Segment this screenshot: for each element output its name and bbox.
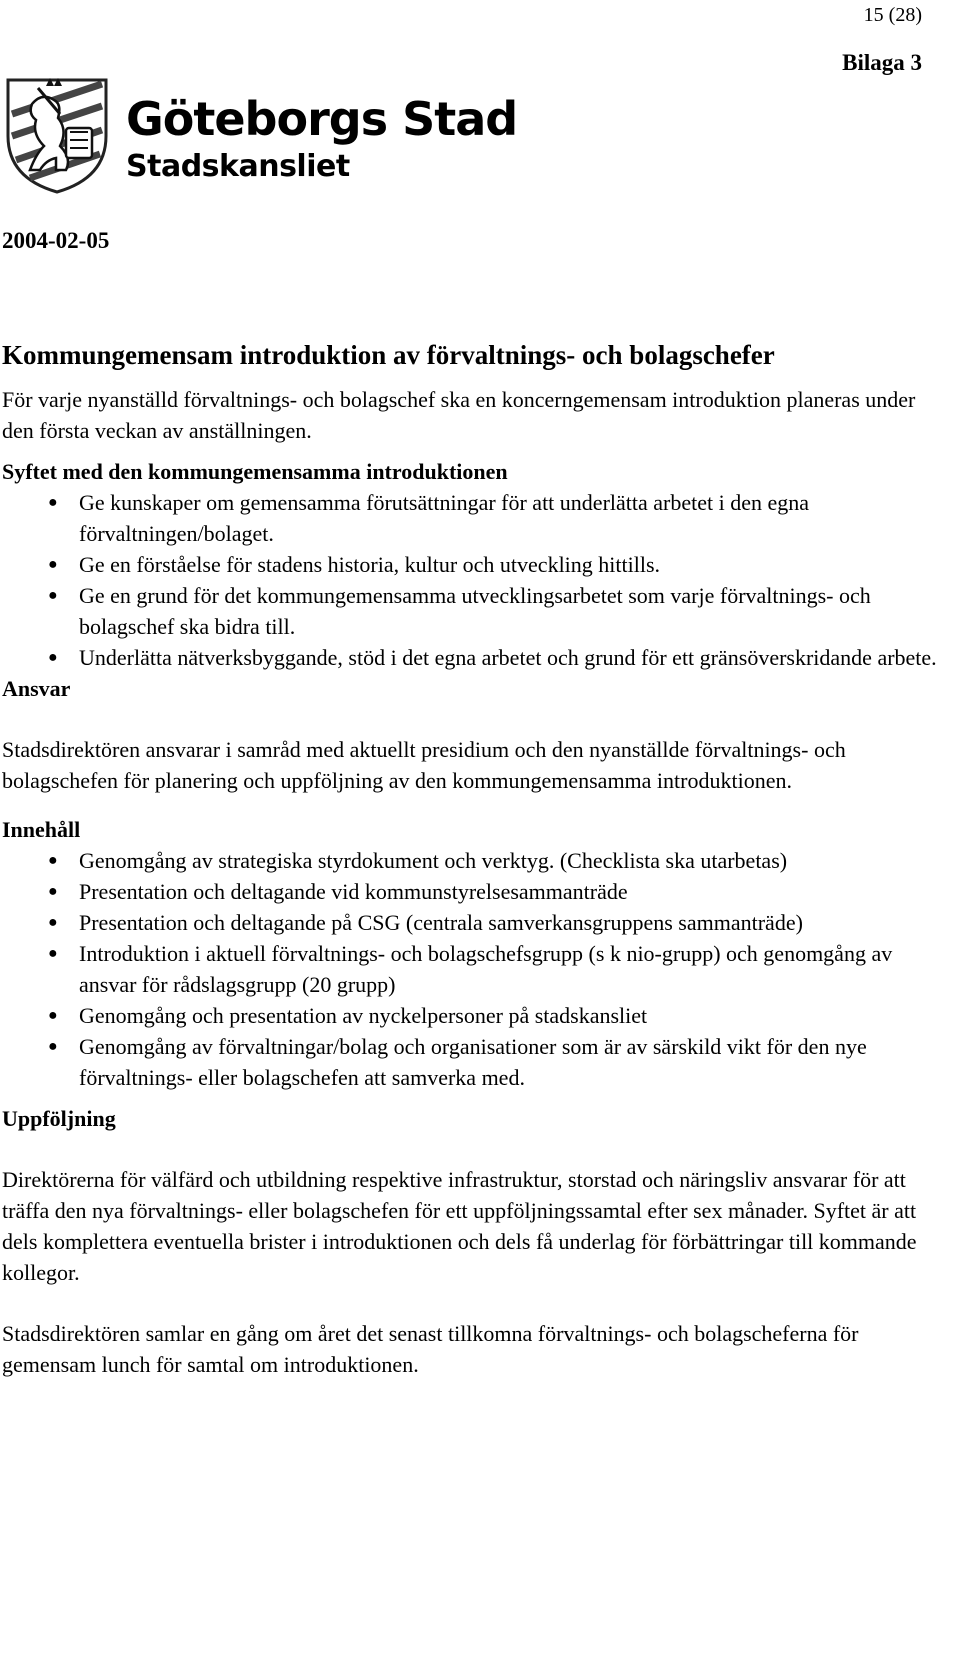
bullet-icon: ●: [48, 587, 58, 604]
list-item: ● Genomgång och presentation av nyckelpersoner på stadskansliet: [2, 1000, 942, 1031]
followup-closing-paragraph: Stadsdirektören samlar en gång om året det senast tillkomna förvaltnings- och bolagscheferna för gemensam lunch för samtal om introduktionen.: [2, 1321, 859, 1377]
followup-heading: Uppföljning: [2, 1106, 116, 1131]
logo: [2, 74, 518, 194]
list-item: ● Underlätta nätverksbyggande, stöd i det egna arbetet och grund för ett gränsöverskridande arbete.: [2, 642, 942, 673]
bullet-icon: ●: [48, 914, 58, 931]
content-list: [2, 845, 942, 1093]
list-item: ● Ge en grund för det kommungemensamma utvecklingsarbetet som varje förvaltnings- och bolagschef ska bidra till.: [2, 580, 942, 642]
department-name: Stadskansliet: [126, 149, 350, 184]
list-item: ● Genomgång av strategiska styrdokument och verktyg. (Checklista ska utarbetas): [2, 845, 942, 876]
bullet-icon: ●: [48, 883, 58, 900]
city-crest-icon: [2, 74, 112, 194]
responsibility-heading: Ansvar: [2, 676, 71, 701]
purpose-heading: Syftet med den kommungemensamma introduktionen: [2, 459, 508, 484]
bullet-icon: ●: [48, 1007, 58, 1024]
list-item: ● Ge kunskaper om gemensamma förutsättningar för att underlätta arbetet i den egna förvaltningen/bolaget.: [2, 487, 942, 549]
bullet-icon: ●: [48, 649, 58, 666]
bullet-icon: ●: [48, 494, 58, 511]
bullet-icon: ●: [48, 1038, 58, 1055]
org-name: Göteborgs Stad: [126, 92, 518, 146]
list-item: ● Presentation och deltagande på CSG (centrala samverkansgruppens sammanträde): [2, 907, 942, 938]
list-item: ● Introduktion i aktuell förvaltnings- och bolagschefsgrupp (s k nio-grupp) och genomgång av ansvar för rådslagsgrupp (20 grupp): [2, 938, 942, 1000]
page-number: 15 (28): [863, 4, 922, 26]
attachment-label: Bilaga 3: [842, 50, 922, 75]
bullet-icon: ●: [48, 852, 58, 869]
list-item: ● Ge en förståelse för stadens historia, kultur och utveckling hittills.: [2, 549, 942, 580]
page-title: Kommungemensam introduktion av förvaltnings- och bolagschefer: [2, 340, 775, 370]
list-item: ● Presentation och deltagande vid kommunstyrelsesammanträde: [2, 876, 942, 907]
bullet-icon: ●: [48, 945, 58, 962]
followup-paragraph: Direktörerna för välfärd och utbildning respektive infrastruktur, storstad och näringsliv ansvarar för att träffa den nya förvaltnings- eller bolagschefen för ett uppföljningssamtal efter sex månader. Syftet är att dels komplettera eventuella brister i introduktionen och dels få underlag för förbättringar till kommande kollegor.: [2, 1167, 917, 1285]
document-date: 2004-02-05: [2, 228, 110, 253]
purpose-list: [2, 487, 942, 673]
responsibility-paragraph: Stadsdirektören ansvarar i samråd med aktuellt presidium och den nyanställde förvaltnings- och bolagschefen för planering och uppföljning av den kommungemensamma introduktionen.: [2, 737, 846, 793]
document-body: [2, 338, 942, 1380]
list-item: ● Genomgång av förvaltningar/bolag och organisationer som är av särskild vikt för den nye förvaltnings- eller bolagschefen att samverka med.: [2, 1031, 942, 1093]
bullet-icon: ●: [48, 556, 58, 573]
content-heading: Innehåll: [2, 817, 81, 842]
intro-paragraph: För varje nyanställd förvaltnings- och bolagschef ska en koncerngemensam introduktion planeras under den första veckan av anställningen.: [2, 387, 916, 443]
